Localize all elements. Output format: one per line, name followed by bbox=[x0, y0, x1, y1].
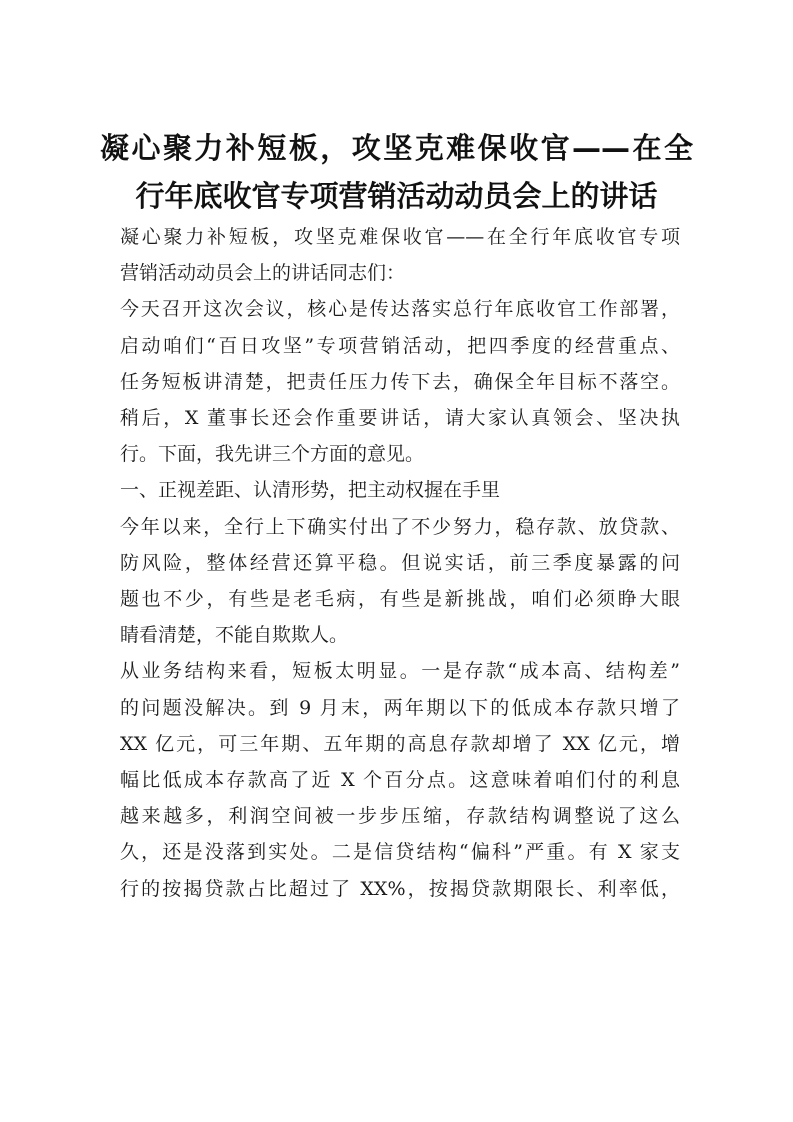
title-line: 行年底收官专项营销活动动员会上的讲话 bbox=[135, 179, 658, 213]
document-body bbox=[120, 219, 680, 907]
text-line: 任务短板讲清楚，把责任压力传下去，确保全年目标不落空。 bbox=[120, 370, 680, 393]
text-line: 久，还是没落到实处。二是信贷结构“偏科”严重。有 X 家支 bbox=[120, 841, 680, 864]
paragraph-situation bbox=[120, 509, 680, 654]
text-line: 启动咱们“百日攻坚”专项营销活动，把四季度的经营重点、 bbox=[120, 334, 680, 357]
text-line: 今年以来，全行上下确实付出了不少努力，稳存款、放贷款、 bbox=[120, 515, 680, 538]
paragraph-structure bbox=[120, 653, 680, 906]
text-line: 行的按揭贷款占比超过了 XX%，按揭贷款期限长、利率低， bbox=[120, 877, 680, 900]
text-line: 凝心聚力补短板，攻坚克难保收官——在全行年底收官专项 bbox=[120, 226, 680, 248]
text-line: 的问题没解决。到 9 月末，两年期以下的低成本存款只增了 bbox=[120, 696, 680, 719]
text-line: 营销活动动员会上的讲话同志们： bbox=[120, 262, 406, 285]
text-line: 越来越多，利润空间被一步步压缩，存款结构调整说了这么 bbox=[120, 805, 680, 828]
text-line: 幅比低成本存款高了近 X 个百分点。这意味着咱们付的利息 bbox=[120, 769, 680, 792]
document-title bbox=[100, 124, 693, 220]
paragraph-opening bbox=[120, 291, 680, 472]
text-line: 今天召开这次会议，核心是传达落实总行年底收官工作部署， bbox=[120, 298, 680, 321]
text-line: 一、正视差距、认清形势，把主动权握在手里 bbox=[120, 479, 501, 502]
text-line: 行。下面，我先讲三个方面的意见。 bbox=[120, 443, 425, 466]
text-line: XX 亿元，可三年期、五年期的高息存款却增了 XX 亿元，增 bbox=[120, 732, 680, 755]
section-heading-one bbox=[120, 472, 680, 508]
text-line: 从业务结构来看，短板太明显。一是存款“成本高、结构差” bbox=[120, 660, 680, 683]
text-line: 睛看清楚，不能自欺欺人。 bbox=[120, 624, 349, 647]
title-line: 凝心聚力补短板，攻坚克难保收官——在全 bbox=[100, 131, 693, 165]
text-line: 稍后，X 董事长还会作重要讲话，请大家认真领会、坚决执 bbox=[120, 407, 680, 430]
text-line: 防风险，整体经营还算平稳。但说实话，前三季度暴露的问 bbox=[120, 551, 680, 574]
text-line: 题也不少，有些是老毛病，有些是新挑战，咱们必须睁大眼 bbox=[120, 588, 680, 611]
paragraph-greeting bbox=[120, 219, 680, 291]
